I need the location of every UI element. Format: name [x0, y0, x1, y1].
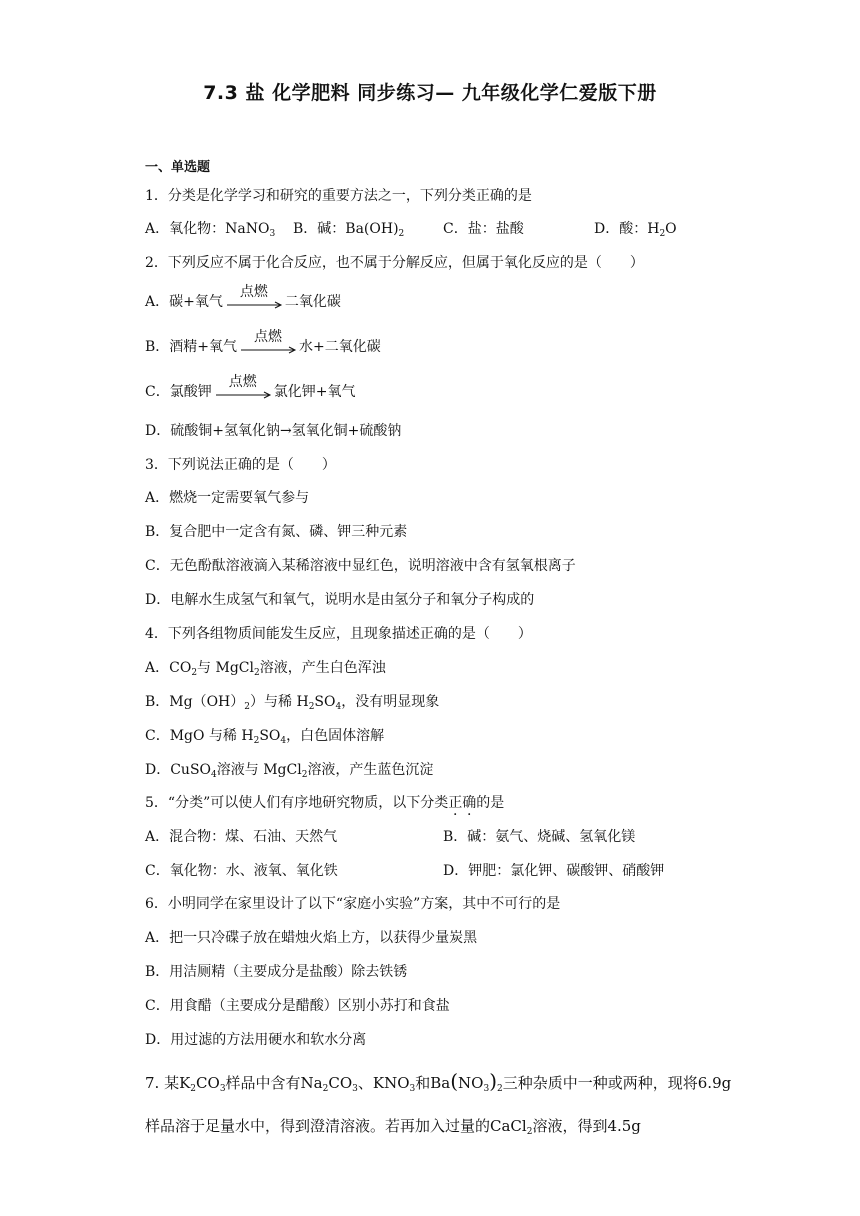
question-7-line-2: 样品溶于足量水中，得到澄清溶液。若再加入过量的CaCl$_2$溶液，得到4.5g	[145, 1117, 641, 1137]
question-7-line-1: 7. 某$K_2CO_3$样品中含有$Na_2CO_3$、$KNO_3$和$Ba(NO_3)_2$三种杂质中一种或两种，现将6.9g	[145, 1069, 732, 1094]
question-3-stem: 3．下列说法正确的是（ ）	[145, 457, 336, 473]
page-title: 7.3 盐 化学肥料 同步练习— 九年级化学仁爱版下册	[203, 82, 657, 104]
q3-option-a: A．燃烧一定需要氧气参与	[145, 490, 310, 506]
q5-option-b: B．碱：氨气、烧碱、氢氧化镁	[443, 829, 636, 845]
q5-option-d: D．钾肥：氯化钾、碳酸钾、硝酸钾	[443, 863, 665, 879]
q6-option-c: C．用食醋（主要成分是醋酸）区别小苏打和食盐	[145, 998, 450, 1014]
q5-option-c: C．氧化物：水、液氧、氧化铁	[145, 863, 338, 879]
q3-option-d: D．电解水生成氢气和氧气，说明水是由氢分子和氧分子构成的	[145, 592, 535, 608]
q2-option-d: D．硫酸铜+氢氧化钠→氢氧化铜+硫酸钠	[145, 423, 402, 439]
q4-option-a: A．$CO_2$与 MgCl$_2$溶液，产生白色浑浊	[145, 660, 386, 678]
question-4-stem: 4．下列各组物质间能发生反应，且现象描述正确的是（ ）	[145, 626, 532, 642]
q3-option-b: B．复合肥中一定含有氮、磷、钾三种元素	[145, 524, 408, 540]
emphasis-dot-char: 正	[448, 795, 463, 811]
q1-option-d: D．酸：$H_2O$	[594, 221, 677, 239]
q4-option-d: D．CuSO$_4$溶液与 MgCl$_2$溶液，产生蓝色沉淀	[145, 762, 434, 780]
q6-option-b: B．用洁厕精（主要成分是盐酸）除去铁锈	[145, 964, 408, 980]
q2-option-c: C．氯酸钾 点燃 氯化钾+氧气	[145, 374, 356, 400]
question-6-stem: 6．小明同学在家里设计了以下“家庭小实验”方案，其中不可行的是	[145, 896, 561, 912]
q2-option-a: A．碳+氧气 点燃 二氧化碳	[145, 284, 341, 310]
q2-option-b: B．酒精+氧气 点燃 水+二氧化碳	[145, 329, 381, 355]
q4-option-c: C．MgO 与稀 $H_2SO_4$，白色固体溶解	[145, 728, 385, 746]
q4-option-b: B．$Mg(OH)_2$）与稀 $H_2SO_4$，没有明显现象	[145, 694, 440, 712]
q5-option-a: A．混合物：煤、石油、天然气	[145, 829, 338, 845]
q1-option-a: A．氧化物：NaNO$_3$	[145, 221, 276, 239]
q3-option-c: C．无色酚酞溶液滴入某稀溶液中显红色，说明溶液中含有氢氧根离子	[145, 558, 576, 574]
reaction-arrow: 点燃	[223, 292, 285, 312]
section-heading: 一、单选题	[145, 160, 211, 175]
q6-option-d: D．用过滤的方法用硬水和软水分离	[145, 1032, 367, 1048]
question-1-stem: 1．分类是化学学习和研究的重要方法之一，下列分类正确的是	[145, 188, 532, 204]
question-2-stem: 2．下列反应不属于化合反应，也不属于分解反应，但属于氧化反应的是（ ）	[145, 255, 644, 271]
q1-option-b: B．碱：$Ba(OH)_2$	[293, 221, 405, 239]
q6-option-a: A．把一只冷碟子放在蜡烛火焰上方，以获得少量炭黑	[145, 930, 478, 946]
reaction-arrow: 点燃	[212, 382, 274, 402]
question-5-stem: 5．“分类”可以使人们有序地研究物质，以下分类正确的是	[145, 795, 505, 811]
emphasis-dot-char: 确	[462, 795, 477, 811]
reaction-arrow: 点燃	[237, 337, 299, 357]
q1-option-c: C．盐：盐酸	[443, 221, 524, 237]
